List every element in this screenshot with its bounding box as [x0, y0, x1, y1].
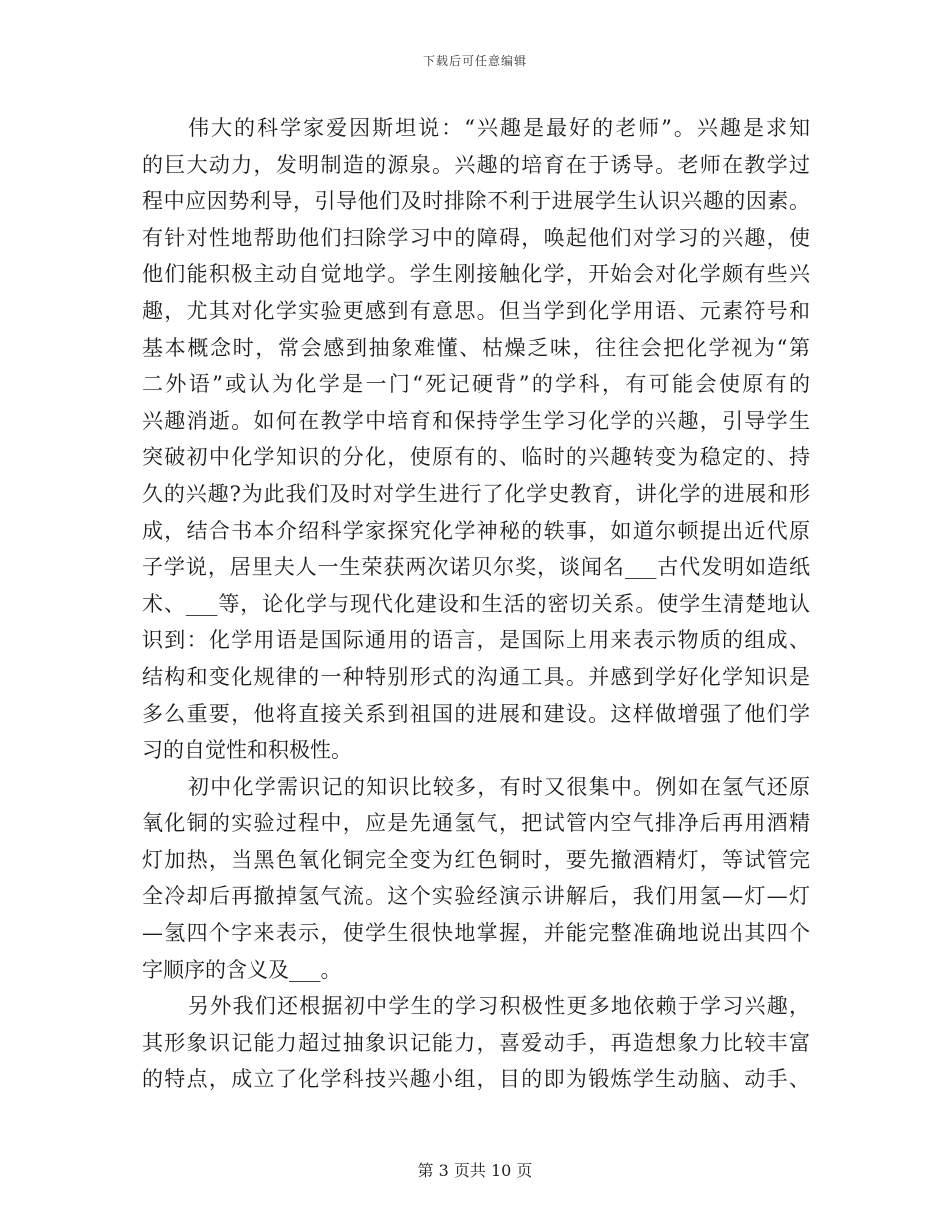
paragraph-line: 子学说，居里夫人一生荣获两次诺贝尔奖，谈闻名___古代发明如造纸 [142, 555, 810, 580]
page-header-note: 下载后可任意编辑 [422, 54, 527, 68]
paragraph-line: 突破初中化学知识的分化，使原有的、临时的兴趣转变为稳定的、持 [142, 445, 810, 470]
page-number: 第 3 页共 10 页 [417, 1161, 533, 1180]
paragraph-line: 基本概念时，常会感到抽象难懂、枯燥乏味，往往会把化学视为“第 [142, 335, 810, 360]
paragraph-line: 灯加热，当黑色氧化铜完全变为红色铜时，要先撤酒精灯，等试管完 [142, 847, 810, 872]
paragraph-line: 多么重要，他将直接关系到祖国的进展和建设。这样做增强了他们学 [142, 701, 810, 726]
paragraph-line: 他们能积极主动自觉地学。学生刚接触化学，开始会对化学颇有些兴 [142, 262, 810, 287]
paragraph-line: 术、___等，论化学与现代化建设和生活的密切关系。使学生清楚地认 [142, 591, 810, 616]
paragraph-line: 兴趣消逝。如何在教学中培育和保持学生学习化学的兴趣，引导学生 [142, 408, 810, 433]
paragraph-line: 的巨大动力，发明制造的源泉。兴趣的培育在于诱导。老师在教学过 [142, 152, 810, 177]
paragraph-line: 全冷却后再撤掉氢气流。这个实验经演示讲解后，我们用氢—灯—灯 [142, 884, 810, 909]
paragraph-line: 另外我们还根据初中学生的学习积极性更多地依赖于学习兴趣， [188, 994, 810, 1019]
paragraph-line: 字顺序的含义及___。 [142, 957, 342, 982]
paragraph-line: 趣，尤其对化学实验更感到有意思。但当学到化学用语、元素符号和 [142, 298, 810, 323]
paragraph-2 [142, 769, 810, 989]
paragraph-line: 久的兴趣?为此我们及时对学生进行了化学史教育，讲化学的进展和形 [142, 481, 810, 506]
paragraph-line: 有针对性地帮助他们扫除学习中的障碍，唤起他们对学习的兴趣，使 [142, 225, 810, 250]
paragraph-line: 二外语”或认为化学是一门“死记硬背”的学科，有可能会使原有的 [142, 372, 810, 397]
paragraph-line: 的特点，成立了化学科技兴趣小组，目的即为锻炼学生动脑、动手、 [142, 1067, 810, 1092]
paragraph-1 [142, 110, 810, 769]
paragraph-line: 其形象识记能力超过抽象识记能力，喜爱动手，再造想象力比较丰富 [142, 1030, 810, 1055]
paragraph-line: 初中化学需识记的知识比较多，有时又很集中。例如在氢气还原 [188, 774, 810, 799]
paragraph-line: 结构和变化规律的一种特别形式的沟通工具。并感到学好化学知识是 [142, 664, 810, 689]
paragraph-line: 识到：化学用语是国际通用的语言，是国际上用来表示物质的组成、 [142, 628, 810, 653]
paragraph-line: 成，结合书本介绍科学家探究化学神秘的轶事，如道尔顿提出近代原 [142, 518, 810, 543]
paragraph-line: 氧化铜的实验过程中，应是先通氢气，把试管内空气排净后再用酒精 [142, 811, 810, 836]
paragraph-line: —氢四个字来表示，使学生很快地掌握，并能完整准确地说出其四个 [142, 921, 810, 946]
document-body [142, 110, 810, 1098]
paragraph-line: 程中应因势利导，引导他们及时排除不利于进展学生认识兴趣的因素。 [142, 189, 810, 214]
paragraph-3 [142, 988, 810, 1098]
paragraph-line: 习的自觉性和积极性。 [142, 738, 352, 763]
paragraph-line: 伟大的科学家爱因斯坦说：“兴趣是最好的老师”。兴趣是求知 [188, 116, 810, 140]
